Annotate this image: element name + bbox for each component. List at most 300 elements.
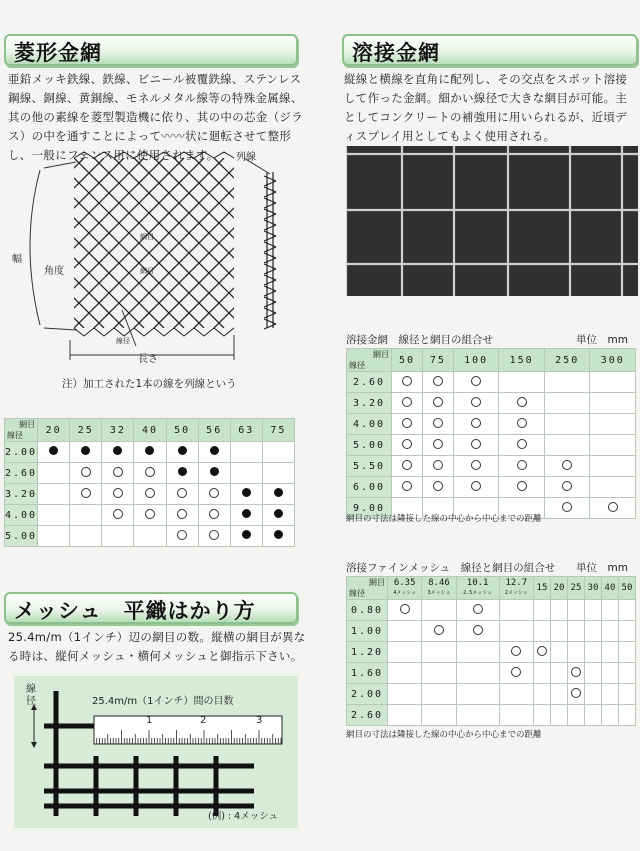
table-row	[5, 526, 295, 547]
open-circle-mark	[433, 418, 443, 428]
table-cell	[590, 393, 636, 414]
rhombus-note: 注）加工された1本の線を列線という	[62, 378, 237, 390]
table-cell	[392, 393, 423, 414]
table-cell	[262, 526, 294, 547]
table-cell	[618, 642, 635, 663]
label-kakudo: 角度	[44, 266, 64, 277]
open-circle-mark	[177, 509, 187, 519]
open-circle-mark	[434, 625, 444, 635]
table-cell	[230, 442, 262, 463]
column-header: 25	[567, 577, 584, 600]
open-circle-mark	[177, 488, 187, 498]
open-circle-mark	[81, 467, 91, 477]
label-nagasa: 長さ	[138, 354, 158, 365]
open-circle-mark	[402, 481, 412, 491]
welded-table-caption: 溶接金網 線径と網目の組合せ	[346, 334, 493, 346]
table-row	[347, 414, 636, 435]
table-cell	[499, 456, 545, 477]
table-cell	[456, 621, 499, 642]
table-cell	[567, 621, 584, 642]
table-corner	[5, 419, 38, 442]
table-cell	[618, 684, 635, 705]
paragraph-line: 鋼線、銅線、黄銅線、モネルメタル線等の特殊金属線、	[8, 91, 303, 105]
row-header: 5.50	[347, 456, 392, 477]
open-circle-mark	[571, 688, 581, 698]
table-cell	[134, 526, 166, 547]
filled-dot-mark	[113, 446, 122, 455]
table-row	[5, 463, 295, 484]
table-cell	[499, 642, 533, 663]
open-circle-mark	[537, 646, 547, 656]
table-cell	[388, 684, 422, 705]
table-cell	[567, 642, 584, 663]
column-header: 10.1 2.5メッシュ	[456, 577, 499, 600]
table-cell	[166, 463, 198, 484]
table-cell	[422, 477, 453, 498]
row-header: 3.20	[5, 484, 38, 505]
table-cell	[388, 621, 422, 642]
table-row	[347, 477, 636, 498]
open-circle-mark	[471, 418, 481, 428]
paragraph-line: 其の他の素線を菱型製造機に依り、其の中の芯金（ジラ	[8, 110, 303, 124]
open-circle-mark	[471, 397, 481, 407]
open-circle-mark	[433, 481, 443, 491]
table-cell	[262, 505, 294, 526]
table-cell	[102, 505, 134, 526]
column-header: 75	[422, 349, 453, 372]
table-cell	[590, 456, 636, 477]
table-cell	[499, 663, 533, 684]
table-cell	[453, 435, 499, 456]
table-cell	[456, 705, 499, 726]
row-header: 5.00	[5, 526, 38, 547]
row-header: 9.00	[347, 498, 392, 519]
filled-dot-mark	[242, 509, 251, 518]
table-cell	[134, 463, 166, 484]
welded-description	[344, 70, 640, 146]
column-header: 150	[499, 349, 545, 372]
open-circle-mark	[209, 509, 219, 519]
table-cell	[590, 372, 636, 393]
table-cell	[550, 621, 567, 642]
table-cell	[166, 484, 198, 505]
table-cell	[584, 642, 601, 663]
column-header: 300	[590, 349, 636, 372]
paragraph-line: して作った金網。細かい線径で大きな網目が可能。主	[344, 91, 628, 105]
section-title-mesh-measure	[4, 592, 298, 624]
table-row	[5, 484, 295, 505]
table-cell	[198, 442, 230, 463]
row-header: 1.00	[347, 621, 388, 642]
row-header: 2.60	[347, 372, 392, 393]
table-cell	[567, 663, 584, 684]
weave-wire-label: 線径	[26, 684, 36, 707]
table-cell	[567, 684, 584, 705]
table-cell	[166, 505, 198, 526]
label-amime-2: 網目	[140, 267, 154, 275]
fine-table-unit: 単位 mm	[576, 562, 628, 574]
table-cell	[166, 442, 198, 463]
open-circle-mark	[517, 460, 527, 470]
table-cell	[70, 463, 102, 484]
table-cell	[544, 477, 590, 498]
table-cell	[590, 414, 636, 435]
table-cell	[166, 526, 198, 547]
row-header: 2.00	[5, 442, 38, 463]
table-cell	[544, 372, 590, 393]
paragraph-line: し、一般にフェンス用に使用されます。	[8, 148, 219, 162]
table-corner	[347, 577, 388, 600]
table-cell	[533, 600, 550, 621]
open-circle-mark	[471, 439, 481, 449]
open-circle-mark	[113, 509, 123, 519]
column-header: 6.35 4メッシュ	[388, 577, 422, 600]
open-circle-mark	[571, 667, 581, 677]
column-header: 20	[550, 577, 567, 600]
open-circle-mark	[177, 530, 187, 540]
filled-dot-mark	[145, 446, 154, 455]
open-circle-mark	[402, 439, 412, 449]
filled-dot-mark	[274, 509, 283, 518]
welded-mesh-photo	[346, 146, 638, 296]
open-circle-mark	[81, 488, 91, 498]
mesh-description	[8, 628, 308, 666]
open-circle-mark	[145, 488, 155, 498]
open-circle-mark	[113, 488, 123, 498]
filled-dot-mark	[178, 446, 187, 455]
table-row	[347, 600, 636, 621]
column-header: 8.46 3メッシュ	[422, 577, 456, 600]
open-circle-mark	[517, 481, 527, 491]
table-cell	[230, 484, 262, 505]
table-cell	[601, 600, 618, 621]
table-cell	[262, 442, 294, 463]
table-cell	[533, 663, 550, 684]
column-header: 25	[70, 419, 102, 442]
open-circle-mark	[471, 481, 481, 491]
table-cell	[70, 505, 102, 526]
table-cell	[567, 600, 584, 621]
table-cell	[388, 705, 422, 726]
ruler-tick-1: 1	[146, 715, 153, 726]
table-cell	[38, 442, 70, 463]
table-cell	[601, 621, 618, 642]
column-header: 32	[102, 419, 134, 442]
row-header: 2.00	[347, 684, 388, 705]
column-header: 40	[134, 419, 166, 442]
weave-example: (例) : 4メッシュ	[208, 811, 279, 822]
table-cell	[453, 393, 499, 414]
welded-table-note: 網目の寸法は隣接した線の中心から中心までの距離	[346, 514, 542, 524]
table-cell	[422, 663, 456, 684]
open-circle-mark	[473, 604, 483, 614]
column-header: 50	[166, 419, 198, 442]
table-cell	[392, 456, 423, 477]
row-header: 0.80	[347, 600, 388, 621]
corner-bottom: 線径	[349, 589, 365, 598]
table-cell	[544, 393, 590, 414]
open-circle-mark	[402, 460, 412, 470]
corner-top: 網目	[373, 350, 389, 359]
table-row	[347, 372, 636, 393]
section-title-rhombus-mesh	[4, 34, 298, 66]
row-header: 3.20	[347, 393, 392, 414]
table-cell	[533, 621, 550, 642]
table-cell	[422, 600, 456, 621]
column-header: 75	[262, 419, 294, 442]
open-circle-mark	[517, 418, 527, 428]
label-senkei: 線径	[116, 337, 130, 345]
table-cell	[102, 484, 134, 505]
corner-top: 網目	[19, 420, 36, 429]
table-cell	[262, 484, 294, 505]
column-header: 15	[533, 577, 550, 600]
row-header: 4.00	[5, 505, 38, 526]
paragraph-line: る時は、縦何メッシュ・横何メッシュと御指示下さい。	[8, 649, 303, 663]
column-header: 100	[453, 349, 499, 372]
table-cell	[453, 477, 499, 498]
table-cell	[584, 621, 601, 642]
table-row	[5, 505, 295, 526]
open-circle-mark	[517, 397, 527, 407]
table-cell	[550, 642, 567, 663]
table-cell	[544, 456, 590, 477]
table-cell	[102, 442, 134, 463]
fine-table	[346, 576, 636, 726]
table-row	[347, 663, 636, 684]
open-circle-mark	[433, 397, 443, 407]
row-header: 5.00	[347, 435, 392, 456]
section-title-welded-mesh	[342, 34, 638, 66]
table-cell	[499, 435, 545, 456]
table-cell	[422, 705, 456, 726]
corner-bottom: 線径	[7, 431, 23, 440]
table-row	[347, 684, 636, 705]
table-cell	[198, 526, 230, 547]
table-row	[347, 435, 636, 456]
table-cell	[499, 684, 533, 705]
table-cell	[70, 526, 102, 547]
table-cell	[388, 642, 422, 663]
table-cell	[499, 393, 545, 414]
weave-ruler-text: 25.4m/m（1インチ）間の目数	[92, 696, 234, 707]
table-cell	[392, 435, 423, 456]
table-cell	[456, 684, 499, 705]
column-header: 50	[618, 577, 635, 600]
table-cell	[601, 663, 618, 684]
table-row	[347, 621, 636, 642]
table-cell	[230, 526, 262, 547]
table-cell	[618, 705, 635, 726]
column-header: 40	[601, 577, 618, 600]
column-header: 250	[544, 349, 590, 372]
table-cell	[533, 684, 550, 705]
open-circle-mark	[402, 376, 412, 386]
filled-dot-mark	[210, 467, 219, 476]
row-header: 2.60	[5, 463, 38, 484]
table-cell	[590, 477, 636, 498]
table-row	[347, 642, 636, 663]
corner-bottom: 線径	[349, 361, 365, 370]
column-header: 50	[392, 349, 423, 372]
table-cell	[392, 477, 423, 498]
table-cell	[590, 498, 636, 519]
table-row	[347, 705, 636, 726]
table-cell	[262, 463, 294, 484]
table-cell	[422, 621, 456, 642]
table-cell	[422, 393, 453, 414]
table-cell	[550, 600, 567, 621]
table-cell	[499, 477, 545, 498]
open-circle-mark	[562, 481, 572, 491]
table-cell	[38, 526, 70, 547]
table-cell	[499, 372, 545, 393]
open-circle-mark	[562, 502, 572, 512]
filled-dot-mark	[178, 467, 187, 476]
section-title-text: 溶接金網	[352, 41, 440, 65]
filled-dot-mark	[274, 530, 283, 539]
open-circle-mark	[471, 376, 481, 386]
filled-dot-mark	[210, 446, 219, 455]
table-cell	[422, 684, 456, 705]
table-cell	[453, 372, 499, 393]
rhombus-mesh-diagram	[14, 150, 304, 365]
column-header: 56	[198, 419, 230, 442]
row-header: 4.00	[347, 414, 392, 435]
table-cell	[499, 600, 533, 621]
open-circle-mark	[608, 502, 618, 512]
table-cell	[618, 621, 635, 642]
table-cell	[388, 663, 422, 684]
open-circle-mark	[209, 488, 219, 498]
table-cell	[584, 663, 601, 684]
open-circle-mark	[145, 467, 155, 477]
table-cell	[544, 498, 590, 519]
table-cell	[584, 684, 601, 705]
open-circle-mark	[402, 397, 412, 407]
row-header: 1.20	[347, 642, 388, 663]
table-cell	[456, 600, 499, 621]
table-cell	[422, 372, 453, 393]
label-amime-1: 網目	[140, 233, 154, 241]
table-cell	[38, 484, 70, 505]
table-cell	[198, 463, 230, 484]
paragraph-line: としてコンクリートの補強用に用いられるが、近頃デ	[344, 110, 627, 124]
table-cell	[499, 414, 545, 435]
table-cell	[422, 642, 456, 663]
open-circle-mark	[471, 460, 481, 470]
open-circle-mark	[400, 604, 410, 614]
table-cell	[422, 414, 453, 435]
table-cell	[198, 484, 230, 505]
table-cell	[550, 663, 567, 684]
table-cell	[38, 505, 70, 526]
table-cell	[618, 663, 635, 684]
table-corner	[347, 349, 392, 372]
table-cell	[453, 456, 499, 477]
open-circle-mark	[511, 646, 521, 656]
table-cell	[584, 705, 601, 726]
open-circle-mark	[562, 460, 572, 470]
row-header: 1.60	[347, 663, 388, 684]
section-title-text: 菱形金網	[14, 41, 102, 65]
paragraph-line: ス）の中を通すことによって〰〰状に廻転させて整形	[8, 129, 292, 143]
column-header: 63	[230, 419, 262, 442]
table-cell	[102, 526, 134, 547]
ruler-tick-3: 3	[256, 715, 263, 726]
paragraph-line: 縦線と横線を直角に配列し、その交点をスポット溶接	[344, 72, 628, 86]
open-circle-mark	[473, 625, 483, 635]
table-cell	[544, 435, 590, 456]
table-cell	[392, 414, 423, 435]
table-cell	[38, 463, 70, 484]
table-cell	[544, 414, 590, 435]
table-cell	[134, 505, 166, 526]
table-cell	[388, 600, 422, 621]
paragraph-line: 25.4m/m（1インチ）辺の網目の数。縦横の網目が異な	[8, 630, 306, 644]
column-header: 12.7 2メッシュ	[499, 577, 533, 600]
filled-dot-mark	[242, 488, 251, 497]
table-cell	[550, 705, 567, 726]
table-cell	[601, 705, 618, 726]
open-circle-mark	[433, 439, 443, 449]
section-title-text: メッシュ 平織はかり方	[14, 599, 256, 623]
welded-table	[346, 348, 636, 519]
filled-dot-mark	[242, 530, 251, 539]
paragraph-line: ィスプレイ用としてもよく使用される。	[344, 129, 556, 143]
fine-table-note: 網目の寸法は隣接した線の中心から中心までの距離	[346, 730, 542, 740]
table-cell	[499, 621, 533, 642]
open-circle-mark	[209, 530, 219, 540]
filled-dot-mark	[49, 446, 58, 455]
table-cell	[550, 684, 567, 705]
welded-table-unit: 単位 mm	[576, 334, 628, 346]
open-circle-mark	[433, 460, 443, 470]
open-circle-mark	[433, 376, 443, 386]
table-cell	[134, 442, 166, 463]
filled-dot-mark	[81, 446, 90, 455]
table-cell	[198, 505, 230, 526]
table-cell	[453, 414, 499, 435]
table-cell	[422, 456, 453, 477]
open-circle-mark	[511, 667, 521, 677]
open-circle-mark	[113, 467, 123, 477]
table-cell	[533, 642, 550, 663]
table-row	[5, 442, 295, 463]
table-cell	[618, 600, 635, 621]
rhombus-table	[4, 418, 295, 547]
table-cell	[533, 705, 550, 726]
label-retsujo: 列線	[236, 152, 256, 163]
table-cell	[392, 372, 423, 393]
filled-dot-mark	[274, 488, 283, 497]
ruler-tick-2: 2	[200, 715, 207, 726]
row-header: 6.00	[347, 477, 392, 498]
table-cell	[456, 663, 499, 684]
open-circle-mark	[517, 439, 527, 449]
table-cell	[230, 463, 262, 484]
open-circle-mark	[402, 418, 412, 428]
table-cell	[567, 705, 584, 726]
table-cell	[584, 600, 601, 621]
label-haba: 幅	[12, 254, 22, 265]
table-cell	[70, 442, 102, 463]
open-circle-mark	[145, 509, 155, 519]
table-row	[347, 456, 636, 477]
table-cell	[134, 484, 166, 505]
column-header: 20	[38, 419, 70, 442]
table-cell	[456, 642, 499, 663]
